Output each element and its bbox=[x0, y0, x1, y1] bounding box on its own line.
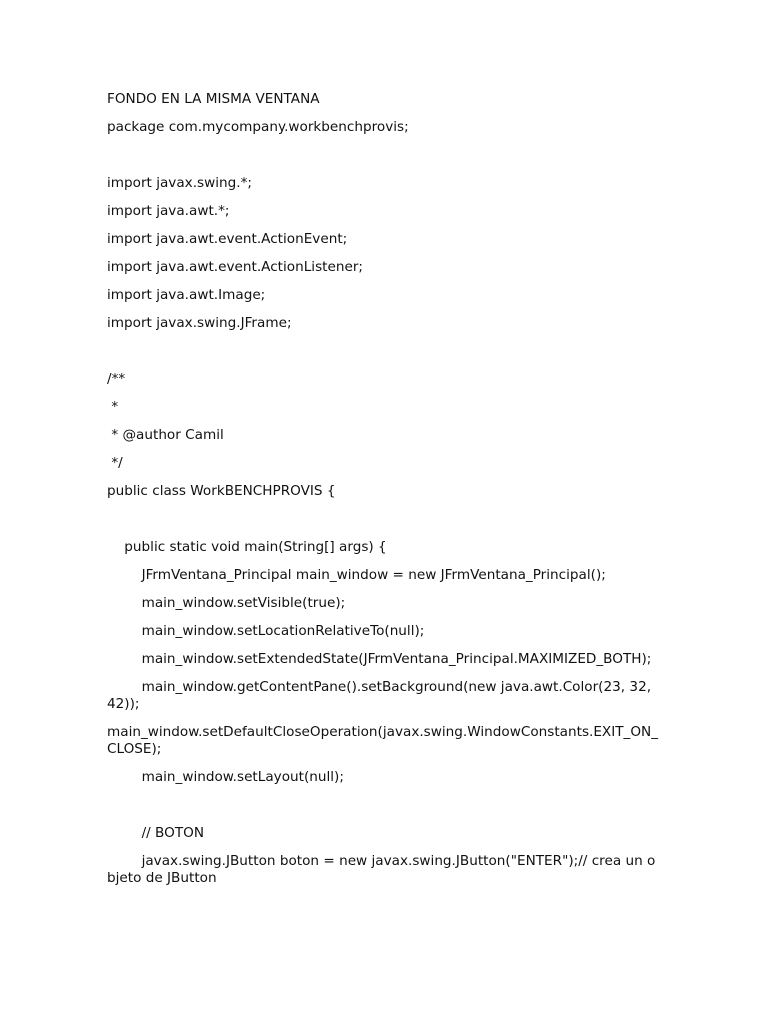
code-line: main_window.getContentPane().setBackground(new java.awt.Color(23, 32, 42)); bbox=[107, 679, 656, 712]
code-line: main_window.setLocationRelativeTo(null); bbox=[107, 623, 425, 639]
code-line: import java.awt.event.ActionEvent; bbox=[107, 231, 348, 247]
code-line: */ bbox=[107, 455, 123, 471]
code-line: javax.swing.JButton boton = new javax.swing.JButton("ENTER");// crea un objeto de JButton bbox=[107, 853, 656, 886]
code-line: main_window.setExtendedState(JFrmVentana_Principal.MAXIMIZED_BOTH); bbox=[107, 651, 652, 667]
code-line: import javax.swing.*; bbox=[107, 175, 252, 191]
blank-line bbox=[107, 147, 663, 164]
code-line: main_window.setLayout(null); bbox=[107, 769, 344, 785]
code-line: import java.awt.*; bbox=[107, 203, 230, 219]
document-title: FONDO EN LA MISMA VENTANA bbox=[107, 91, 320, 107]
code-line: public static void main(String[] args) { bbox=[107, 539, 387, 555]
code-line: import java.awt.Image; bbox=[107, 287, 266, 303]
code-line: * @author Camil bbox=[107, 427, 224, 443]
code-line: public class WorkBENCHPROVIS { bbox=[107, 483, 336, 499]
blank-line bbox=[107, 797, 663, 814]
code-line: // BOTON bbox=[107, 825, 205, 841]
code-line: JFrmVentana_Principal main_window = new JFrmVentana_Principal(); bbox=[107, 567, 606, 583]
code-line: import java.awt.event.ActionListener; bbox=[107, 259, 363, 275]
code-line: * bbox=[107, 399, 119, 415]
code-line: main_window.setDefaultCloseOperation(javax.swing.WindowConstants.EXIT_ON_CLOSE); bbox=[107, 724, 659, 757]
code-line: /** bbox=[107, 371, 126, 387]
blank-line bbox=[107, 511, 663, 528]
code-line: package com.mycompany.workbenchprovis; bbox=[107, 119, 409, 135]
blank-line bbox=[107, 343, 663, 360]
document-body bbox=[107, 91, 663, 898]
code-line: import javax.swing.JFrame; bbox=[107, 315, 292, 331]
code-line: main_window.setVisible(true); bbox=[107, 595, 346, 611]
